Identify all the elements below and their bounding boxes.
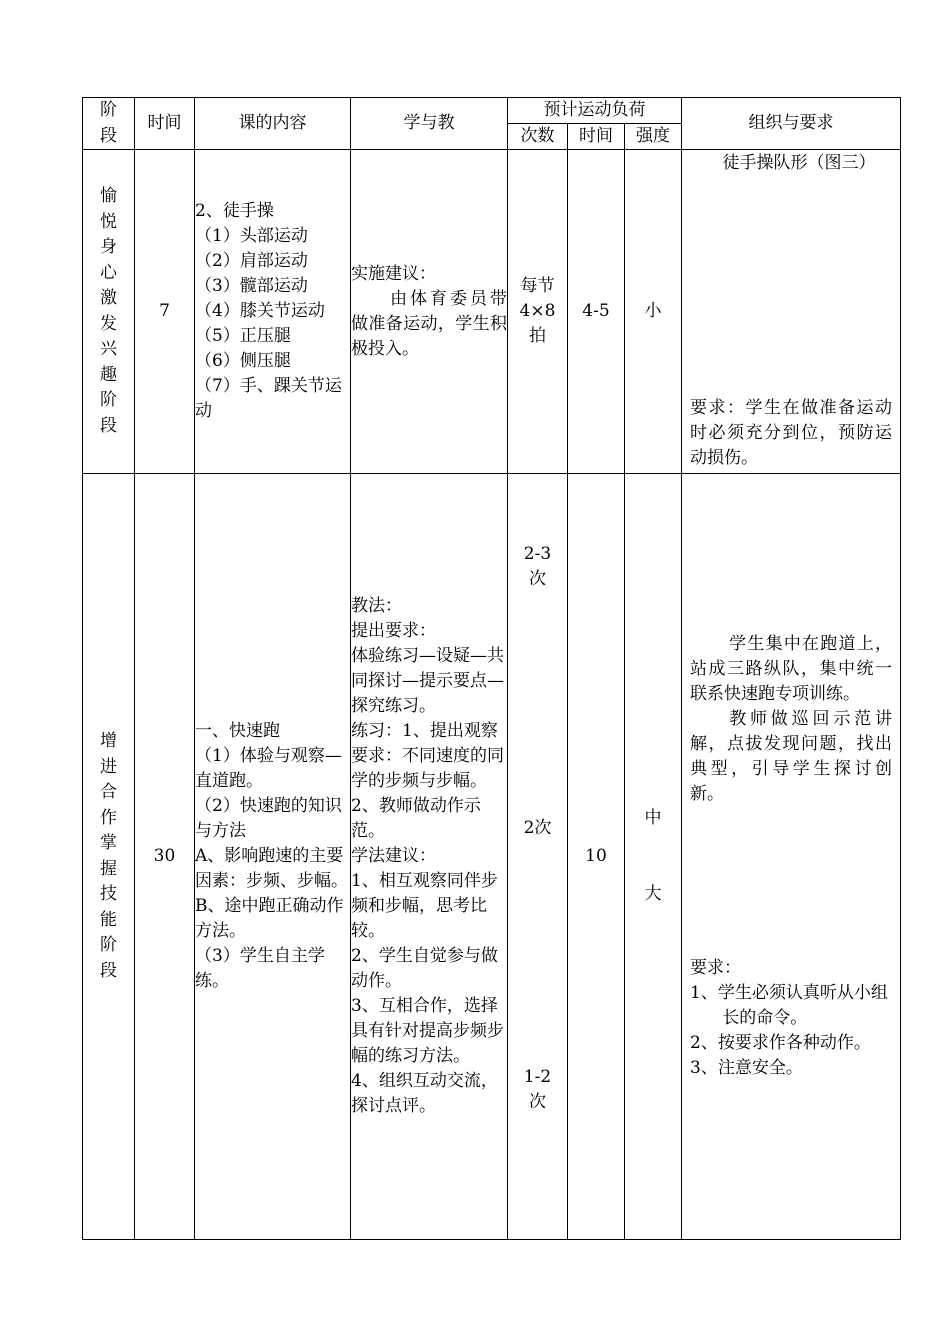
table-row [83, 150, 901, 474]
content-cell: 2、徒手操 （1）头部运动 （2）肩部运动 （3）髋部运动 （4）膝关节运动 （5）正压腿 （6）侧压腿 （7）手、踝关节运动 [195, 150, 351, 474]
header-load-time: 时间 [568, 124, 625, 150]
org-cell [682, 474, 901, 1240]
load-time-cell: 10 [568, 474, 625, 1240]
header-teach: 学与教 [351, 98, 508, 150]
stage-cell [83, 474, 135, 1240]
org-title: 徒手操队形（图三） [722, 153, 876, 173]
stage-label: 愉悦身心激发兴趣阶段 [100, 186, 117, 436]
org-req-1: 1、学生必须认真听从小组长的命令。 [690, 983, 888, 1028]
teach-body: 由体育委员带做准备运动，学生积极投入。 [351, 288, 507, 359]
stage-cell [83, 150, 135, 474]
stage-label: 增进合作掌握技能阶段 [100, 731, 117, 981]
header-count: 次数 [508, 124, 568, 150]
count-1: 2-3次 [523, 544, 552, 589]
teach-cell [351, 150, 508, 474]
org-req-title: 要求： [690, 958, 742, 978]
header-content: 课的内容 [195, 98, 351, 150]
org-req-2: 2、按要求作各种动作。 [690, 1033, 871, 1053]
count-cell [508, 474, 568, 1240]
time-cell: 7 [135, 150, 195, 474]
count-2: 2次 [523, 818, 552, 838]
count-3: 1-2次 [523, 1067, 552, 1112]
header-intensity: 强度 [625, 124, 682, 150]
org-requirement: 要求：学生在做准备运动时必须充分到位，预防运动损伤。 [690, 398, 893, 468]
header-stage: 阶段 [83, 98, 135, 150]
header-org: 组织与要求 [682, 98, 901, 150]
header-time: 时间 [135, 98, 195, 150]
count-cell: 每节4×8拍 [508, 150, 568, 474]
intensity-2: 大 [644, 884, 662, 904]
org-cell [682, 150, 901, 474]
teach-title: 实施建议： [351, 263, 436, 284]
content-cell: 一、快速跑 （1）体验与观察—直道跑。 （2）快速跑的知识与方法 A、影响跑速的主要因素：步频、步幅。 B、途中跑正确动作方法。 （3）学生自主学练。 [195, 474, 351, 1240]
org-text-block [690, 632, 892, 807]
time-cell: 30 [135, 474, 195, 1240]
teach-cell: 教法： 提出要求： 体验练习—设疑—共同探讨—提示要点—探究练习。 练习：1、提出观察要求：不同速度的同学的步频与步幅。 2、教师做动作示范。 学法建议： 1、相互观察同伴步频和步幅，思考比较。 2、学生自觉参与做动作。 3、互相合作，选择具有针对提高步频步幅的练习方法。 4、组织互动交流，探讨点评。 [351, 474, 508, 1240]
lesson-plan-table [82, 97, 901, 1240]
table-row [83, 474, 901, 1240]
intensity-cell: 小 [625, 150, 682, 474]
header-load: 预计运动负荷 [508, 98, 682, 124]
org-req-3: 3、注意安全。 [690, 1058, 803, 1078]
org-paragraph-2: 教师做巡回示范讲解，点拔发现问题，找出典型，引导学生探讨创新。 [690, 709, 893, 804]
org-requirements [690, 956, 892, 1081]
load-time-cell: 4-5 [568, 150, 625, 474]
org-paragraph-1: 学生集中在跑道上，站成三路纵队，集中统一联系快速跑专项训练。 [690, 634, 893, 704]
intensity-cell [625, 474, 682, 1240]
intensity-1: 中 [644, 808, 662, 828]
